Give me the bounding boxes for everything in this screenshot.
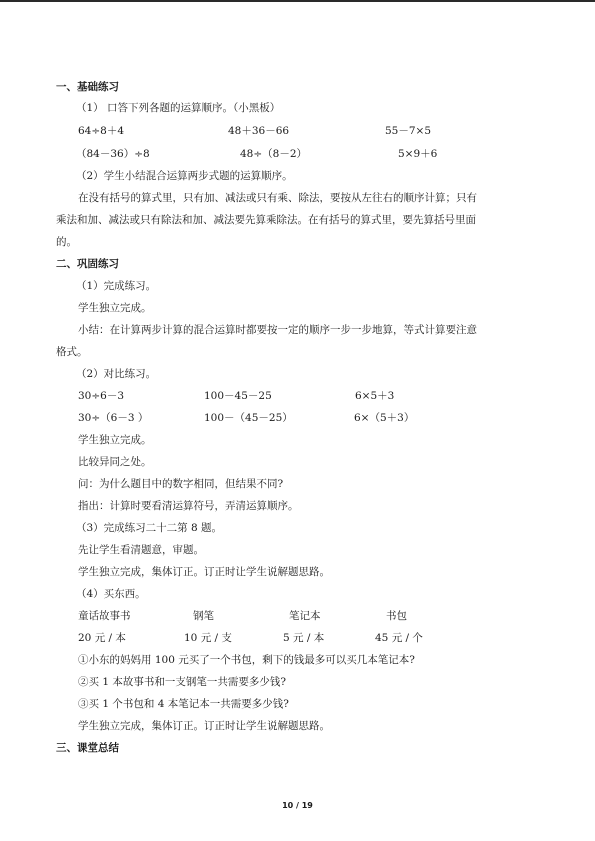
s2-expr-1-1: 30÷6－3 (78, 390, 125, 402)
s2-line-12: ③买 1 个书包和 4 本笔记本一共需要多少钱? (78, 698, 289, 710)
s2-line-1: 学生独立完成。 (78, 302, 152, 314)
item-schoolbag: 书包 (386, 610, 407, 622)
s1-expr-1-1: 64÷8＋4 (78, 125, 125, 137)
s2-line-3: 格式。 (56, 346, 88, 358)
s2-question-3: （3）完成练习二十二第 8 题。 (76, 522, 223, 534)
s2-question-2: （2）对比练习。 (76, 368, 157, 380)
price-notebook: 5 元 / 本 (283, 632, 325, 644)
s2-line-2: 小结：在计算两步计算的混合运算时都要按一定的顺序一步一步地算，等式计算要注意 (78, 324, 477, 336)
s2-line-4: 学生独立完成。 (78, 434, 152, 446)
s2-line-11: ②买 1 本故事书和一支钢笔一共需要多少钱? (78, 676, 286, 688)
s1-question-2: （2）学生小结混合运算两步式题的运算顺序。 (76, 170, 293, 182)
item-storybook: 童话故事书 (78, 610, 131, 622)
s2-expr-2-3: 6×（5＋3） (354, 412, 415, 424)
section-3-title: 三、课堂总结 (56, 742, 119, 754)
item-pen: 钢笔 (193, 610, 214, 622)
s2-line-13: 学生独立完成，集体订正。订正时让学生说解题思路。 (78, 720, 330, 732)
s2-expr-1-3: 6×5＋3 (355, 390, 395, 402)
s1-expr-2-3: 5×9＋6 (398, 148, 438, 160)
s1-paragraph-3: 的。 (56, 236, 77, 248)
s1-question-1: （1） 口答下列各题的运算顺序。（小黑板） (76, 102, 281, 114)
top-border-line (0, 0, 595, 2)
s1-expr-2-1: （84－36）÷8 (76, 148, 150, 160)
s2-question-4: （4）买东西。 (76, 588, 146, 600)
price-schoolbag: 45 元 / 个 (375, 632, 423, 644)
s2-line-9: 学生独立完成，集体订正。订正时让学生说解题思路。 (78, 566, 330, 578)
s2-expr-2-1: 30÷（6－3 ） (78, 412, 149, 424)
s2-line-5: 比较异同之处。 (78, 456, 152, 468)
s1-paragraph-1: 在没有括号的算式里，只有加、减法或只有乘、除法，要按从左往右的顺序计算；只有 (78, 192, 477, 204)
s1-expr-1-3: 55－7×5 (385, 125, 432, 137)
s1-paragraph-2: 乘法和加、减法或只有除法和加、减法要先算乘除法。在有括号的算式里，要先算括号里面 (56, 214, 476, 226)
s2-line-8: 先让学生看清题意，审题。 (78, 544, 204, 556)
section-2-title: 二、巩固练习 (56, 258, 119, 270)
s2-expr-2-2: 100－（45－25） (204, 412, 293, 424)
s2-line-7: 指出：计算时要看清运算符号，弄清运算顺序。 (78, 500, 299, 512)
price-storybook: 20 元 / 本 (78, 632, 126, 644)
s1-expr-1-2: 48＋36－66 (228, 125, 290, 137)
section-1-title: 一、基础练习 (56, 81, 119, 93)
s2-expr-1-2: 100－45－25 (204, 390, 272, 402)
page-number: 10 / 19 (282, 801, 313, 810)
s2-question-1: （1）完成练习。 (76, 280, 157, 292)
price-pen: 10 元 / 支 (184, 632, 232, 644)
s2-line-10: ①小东的妈妈用 100 元买了一个书包，剩下的钱最多可以买几本笔记本? (78, 654, 415, 666)
item-notebook: 笔记本 (289, 610, 321, 622)
s1-expr-2-2: 48÷（8－2） (240, 148, 308, 160)
s2-line-6: 问：为什么题目中的数字相同，但结果不同? (78, 478, 284, 490)
